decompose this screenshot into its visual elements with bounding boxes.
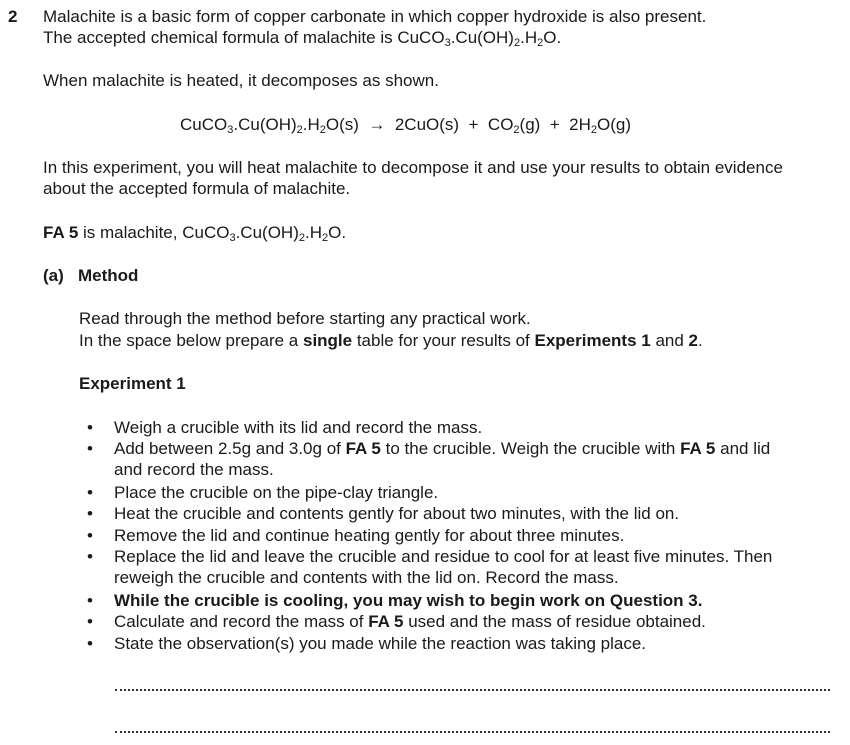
bullet-marker: • <box>87 483 93 502</box>
bullet-marker: • <box>87 612 93 631</box>
answer-line-2[interactable] <box>115 731 830 733</box>
experiment-intro-1: In this experiment, you will heat malachite to decompose it and use your results to obtain evidence <box>43 158 783 177</box>
bullet-calculate-mass: Calculate and record the mass of FA 5 used and the mass of residue obtained. <box>114 612 706 631</box>
bullet-add-fa5-cont: and record the mass. <box>114 460 274 479</box>
bullet-state-observation: State the observation(s) you made while the reaction was taking place. <box>114 634 647 653</box>
part-a-heading: (a) Method <box>43 266 139 285</box>
bullet-marker: • <box>87 418 93 437</box>
decomposition-equation: $CuCO_3.Cu(OH)_2.H_2O(s) \to 2CuO(s) + CO_2(g) + 2H_2O(g)$ <box>180 115 632 136</box>
answer-line-1[interactable] <box>115 689 830 691</box>
bullet-remove-lid: Remove the lid and continue heating gently for about three minutes. <box>114 526 625 545</box>
bullet-cooling-note: While the crucible is cooling, you may wish to begin work on Question 3. <box>114 591 703 610</box>
method-table-line: In the space below prepare a single table for your results of Experiments 1 and 2. <box>79 331 703 350</box>
experiment-intro-2: about the accepted formula of malachite. <box>43 179 351 198</box>
intro-line-1: Malachite is a basic form of copper carbonate in which copper hydroxide is also present. <box>43 7 707 26</box>
heated-line: When malachite is heated, it decomposes as shown. <box>43 71 439 90</box>
bullet-weigh-crucible: Weigh a crucible with its lid and record the mass. <box>114 418 483 437</box>
method-read-line: Read through the method before starting any practical work. <box>79 309 531 328</box>
bullet-replace-lid: Replace the lid and leave the crucible and residue to cool for at least five minutes. Then <box>114 547 773 566</box>
bullet-marker: • <box>87 526 93 545</box>
intro-line-2: The accepted chemical formula of malachite is $CuCO_3.Cu(OH)_2.H_2O$. <box>43 28 562 49</box>
bullet-add-fa5: Add between 2.5g and 3.0g of FA 5 to the crucible. Weigh the crucible with FA 5 and lid <box>114 439 771 458</box>
experiment-1-heading: Experiment 1 <box>79 374 186 393</box>
bullet-heat-lid-on: Heat the crucible and contents gently for about two minutes, with the lid on. <box>114 504 680 523</box>
reaction-arrow: → <box>368 115 386 134</box>
bullet-marker: • <box>87 591 93 610</box>
bullet-marker: • <box>87 504 93 523</box>
fa5-definition: FA 5 is malachite, $CuCO_3.Cu(OH)_2.H_2O$. <box>43 223 347 244</box>
bullet-marker: • <box>87 439 93 458</box>
bullet-replace-lid-cont: reweigh the crucible and contents with the lid on. Record the mass. <box>114 568 619 587</box>
question-number: 2 <box>8 7 18 26</box>
bullet-place-crucible: Place the crucible on the pipe-clay triangle. <box>114 483 439 502</box>
bullet-marker: • <box>87 547 93 566</box>
bullet-marker: • <box>87 634 93 653</box>
